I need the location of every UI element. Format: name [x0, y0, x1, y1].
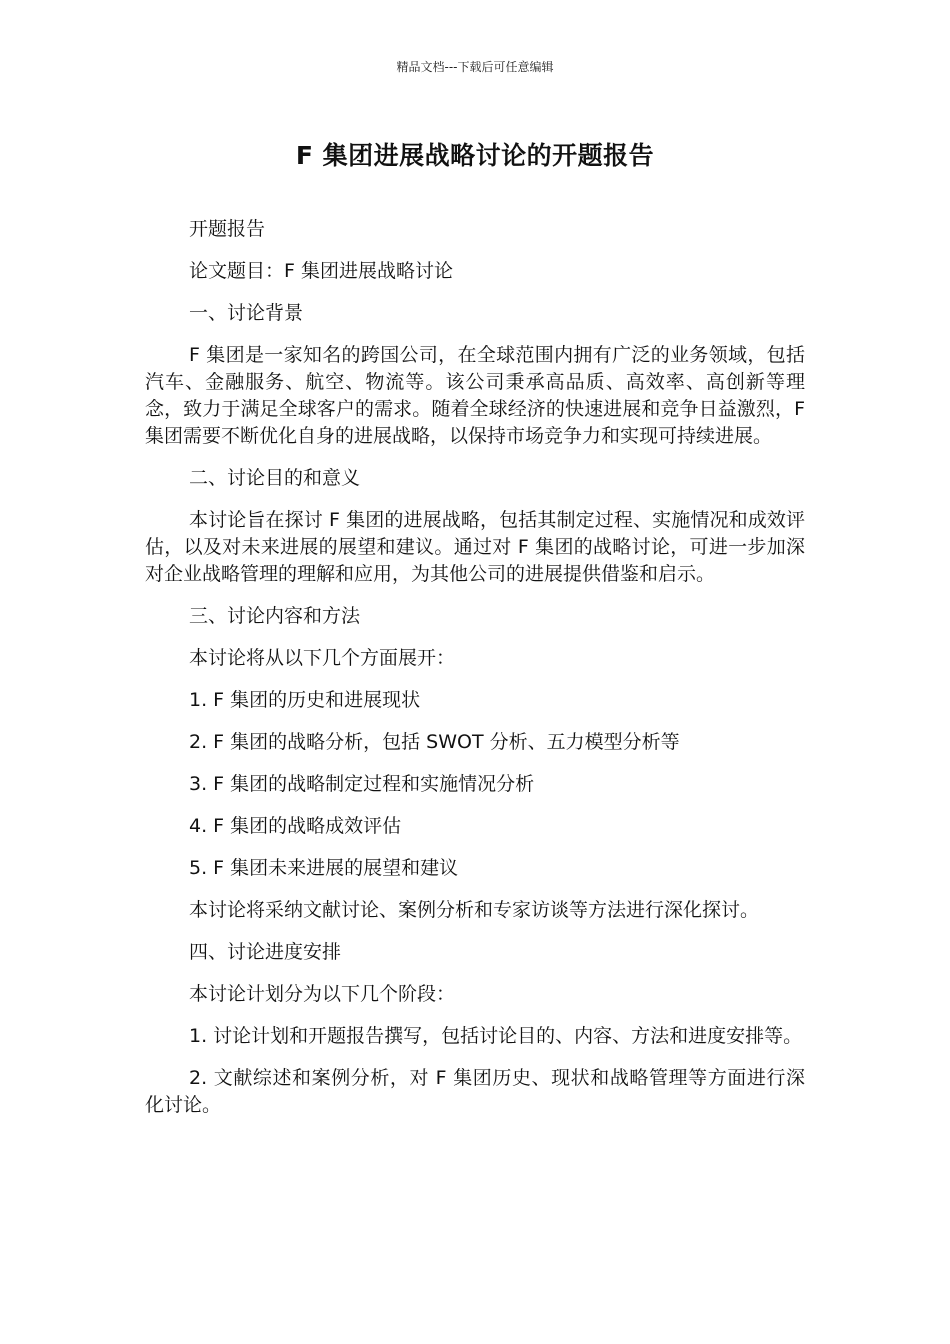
content-list-item: 1. F 集团的历史和进展现状 — [189, 689, 421, 711]
method-paragraph: 本讨论将采纳文献讨论、案例分析和专家访谈等方法进行深化探讨。 — [189, 899, 760, 921]
thesis-title-paragraph: 论文题目：F 集团进展战略讨论 — [189, 260, 453, 282]
section-heading-schedule: 四、讨论进度安排 — [189, 941, 342, 963]
content-list-item: 4. F 集团的战略成效评估 — [189, 815, 402, 837]
section-heading-background: 一、讨论背景 — [189, 302, 304, 324]
document-title: F 集团进展战略讨论的开题报告 — [295, 141, 655, 170]
section-heading-content-method: 三、讨论内容和方法 — [189, 605, 361, 627]
section-heading-purpose: 二、讨论目的和意义 — [189, 467, 361, 489]
content-intro-paragraph: 本讨论将从以下几个方面展开： — [189, 647, 456, 669]
schedule-list-item: 1. 讨论计划和开题报告撰写，包括讨论目的、内容、方法和进度安排等。 — [189, 1025, 803, 1047]
content-list-item: 2. F 集团的战略分析，包括 SWOT 分析、五力模型分析等 — [189, 731, 680, 753]
schedule-list-item: 2. 文献综述和案例分析，对 F 集团历史、现状和战略管理等方面进行深化讨论。 — [145, 1067, 805, 1116]
page-header: 精品文档---下载后可任意编辑 — [396, 60, 554, 74]
schedule-intro-paragraph: 本讨论计划分为以下几个阶段： — [189, 983, 456, 1005]
document-body — [145, 216, 805, 1134]
content-list-item: 5. F 集团未来进展的展望和建议 — [189, 857, 459, 879]
background-paragraph: F 集团是一家知名的跨国公司，在全球范围内拥有广泛的业务领域，包括汽车、金融服务、航空、物流等。该公司秉承高品质、高效率、高创新等理念，致力于满足全球客户的需求。随着全球经济的快速进展和竞争日益激烈，F 集团需要不断优化自身的进展战略，以保持市场竞争力和实现可持续进展。 — [145, 344, 805, 447]
purpose-paragraph: 本讨论旨在探讨 F 集团的进展战略，包括其制定过程、实施情况和成效评估，以及对未来进展的展望和建议。通过对 F 集团的战略讨论，可进一步加深对企业战略管理的理解和应用，为其他公司的进展提供借鉴和启示。 — [145, 509, 805, 585]
subtitle-paragraph: 开题报告 — [189, 218, 266, 240]
content-list-item: 3. F 集团的战略制定过程和实施情况分析 — [189, 773, 535, 795]
